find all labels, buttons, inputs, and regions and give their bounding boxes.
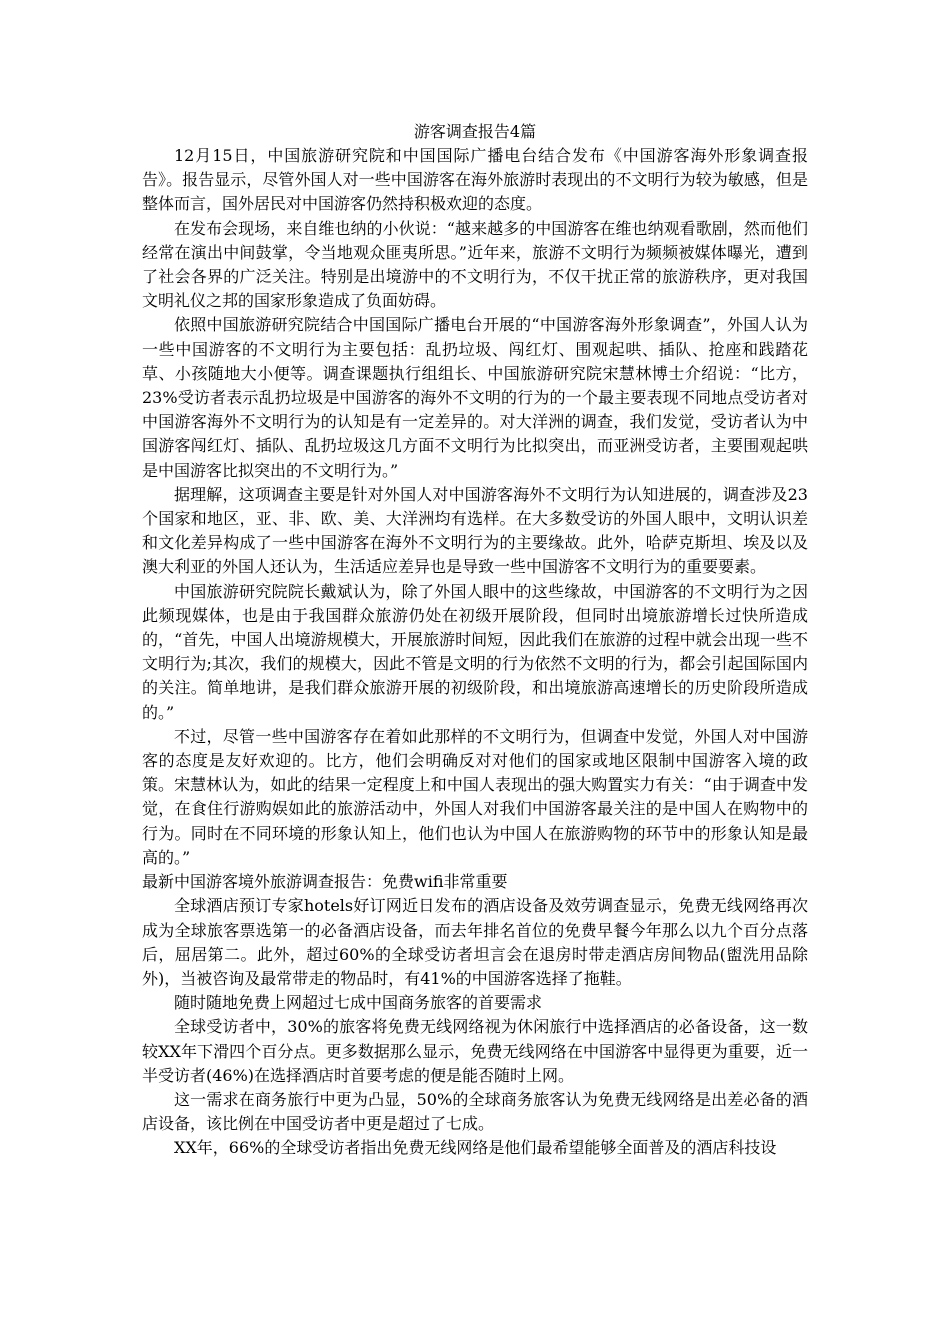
body-paragraph: 这一需求在商务旅行中更为凸显，50%的全球商务旅客认为免费无线网络是出差必备的酒店设备，该比例在中国受访者中更是超过了七成。: [142, 1089, 808, 1134]
document-page: [142, 120, 808, 1161]
body-paragraph: 依照中国旅游研究院结合中国国际广播电台开展的“中国游客海外形象调查”，外国人认为一些中国游客的不文明行为主要包括：乱扔垃圾、闯红灯、围观起哄、插队、抢座和践踏花草、小孩随地大小便等。调查课题执行组组长、中国旅游研究院宋慧林博士介绍说：“比方，23%受访者表示乱扔垃圾是中国游客的海外不文明的行为的一个最主要表现不同地点受访者对中国游客海外不文明行为的认知是有一定差异的。对大洋洲的调查，我们发觉，受访者认为中国游客闯红灯、插队、乱扔垃圾这几方面不文明行为比拟突出，而亚洲受访者，主要围观起哄是中国游客比拟突出的不文明行为。”: [142, 315, 808, 480]
body-paragraph: 在发布会现场，来自维也纳的小伙说：“越来越多的中国游客在维也纳观看歌剧，然而他们经常在演出中间鼓掌，令当地观众匪夷所思。”近年来，旅游不文明行为频频被媒体曝光，遭到了社会各界的广泛关注。特别是出境游中的不文明行为，不仅干扰正常的旅游秩序，更对我国文明礼仪之邦的国家形象造成了负面妨碍。: [142, 218, 808, 311]
section-heading-paragraph: 最新中国游客境外旅游调查报告：免费wifi非常重要: [142, 872, 508, 892]
body-paragraph: 据理解，这项调查主要是针对外国人对中国游客海外不文明行为认知进展的，调查涉及23个国家和地区，亚、非、欧、美、大洋洲均有选样。在大多数受访的外国人眼中，文明认识差和文化差异构成了一些中国游客在海外不文明行为的主要缘故。此外，哈萨克斯坦、埃及以及澳大利亚的外国人还认为，生活适应差异也是导致一些中国游客不文明行为的重要要素。: [142, 484, 808, 577]
body-paragraph: 不过，尽管一些中国游客存在着如此那样的不文明行为，但调查中发觉，外国人对中国游客的态度是友好欢迎的。比方，他们会明确反对对他们的国家或地区限制中国游客入境的政策。宋慧林认为，如此的结果一定程度上和中国人表现出的强大购置实力有关：“由于调查中发觉，在食住行游购娱如此的旅游活动中，外国人对我们中国游客最关注的是中国人在购物中的行为。同时在不同环境的形象认知上，他们也认为中国人在旅游购物的环节中的形象认知是最高的。”: [142, 726, 808, 867]
document-title: 游客调查报告4篇: [413, 122, 537, 141]
body-paragraph: 全球受访者中，30%的旅客将免费无线网络视为休闲旅行中选择酒店的必备设备，这一数较XX年下滑四个百分点。更多数据那么显示，免费无线网络在中国游客中显得更为重要，近一半受访者(46%)在选择酒店时首要考虑的便是能否随时上网。: [142, 1017, 808, 1085]
body-paragraph: XX年，66%的全球受访者指出免费无线网络是他们最希望能够全面普及的酒店科技设: [174, 1138, 777, 1158]
document-body: [142, 144, 808, 1161]
body-paragraph: 12月15日，中国旅游研究院和中国国际广播电台结合发布《中国游客海外形象调查报告》。报告显示，尽管外国人对一些中国游客在海外旅游时表现出的不文明行为较为敏感，但是整体而言，国外居民对中国游客仍然持积极欢迎的态度。: [142, 146, 808, 214]
body-paragraph: 中国旅游研究院院长戴斌认为，除了外国人眼中的这些缘故，中国游客的不文明行为之因此频现媒体，也是由于我国群众旅游仍处在初级开展阶段，但同时出境旅游增长过快所造成的，“首先，中国人出境游规模大，开展旅游时间短，因此我们在旅游的过程中就会出现一些不文明行为;其次，我们的规模大，因此不管是文明的行为依然不文明的行为，都会引起国际国内的关注。简单地讲，是我们群众旅游开展的初级阶段，和出境旅游高速增长的历史阶段所造成的。”: [142, 581, 808, 722]
body-paragraph: 全球酒店预订专家hotels好订网近日发布的酒店设备及效劳调查显示，免费无线网络再次成为全球旅客票选第一的必备酒店设备，而去年排名首位的免费早餐今年那么以九个百分点落后，屈居第二。此外，超过60%的全球受访者坦言会在退房时带走酒店房间物品(盥洗用品除外)，当被咨询及最常带走的物品时，有41%的中国游客选择了拖鞋。: [142, 896, 808, 988]
body-paragraph: 随时随地免费上网超过七成中国商务旅客的首要需求: [174, 993, 543, 1013]
